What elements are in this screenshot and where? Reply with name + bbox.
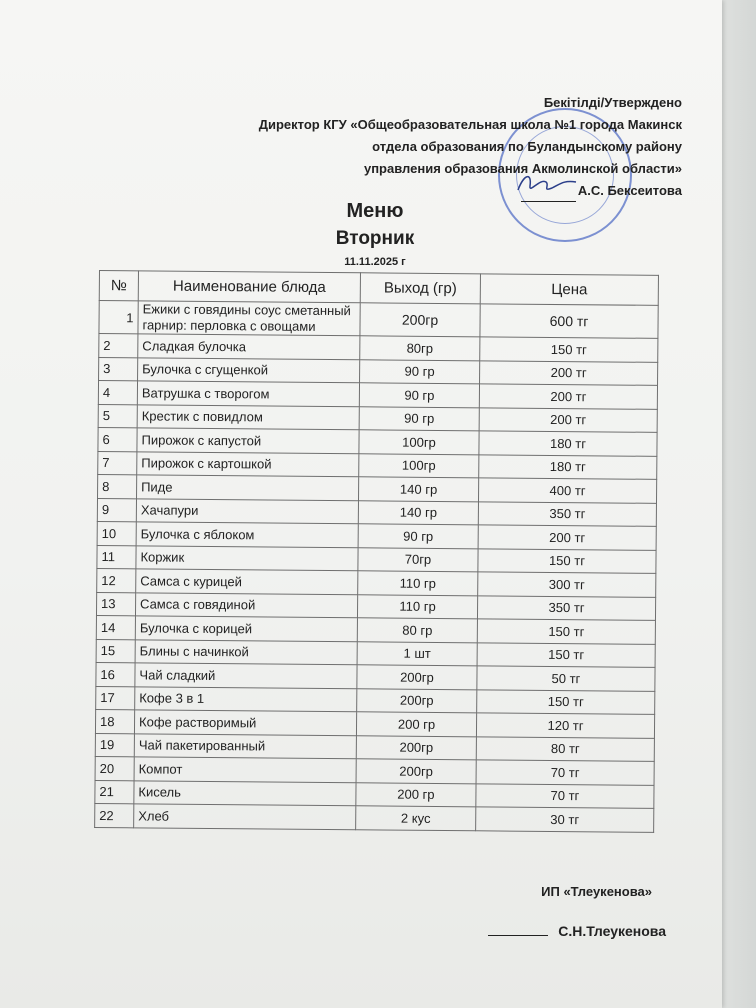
dish-output: 70гр (358, 547, 478, 572)
dish-output: 110 гр (358, 571, 478, 596)
dish-price: 200 тг (479, 407, 657, 432)
dish-price: 350 тг (478, 501, 656, 526)
vendor-signature-line (488, 923, 666, 939)
dish-name: Чай пакетированный (134, 733, 356, 758)
dish-name: Крестик с повидлом (137, 404, 359, 429)
dish-output: 90 гр (359, 406, 479, 431)
dish-output: 110 гр (357, 594, 477, 619)
dish-name: Чай сладкий (135, 663, 357, 688)
row-number: 8 (98, 474, 137, 498)
dish-name: Кисель (134, 780, 356, 805)
row-number: 19 (95, 733, 134, 757)
dish-name: Булочка с сгущенкой (138, 357, 360, 382)
column-header-number: № (99, 271, 138, 301)
row-number: 15 (96, 639, 135, 663)
dish-name: Хачапури (136, 498, 358, 523)
dish-price: 300 тг (478, 572, 656, 597)
row-number: 5 (98, 404, 137, 428)
column-header-name: Наименование блюда (138, 271, 360, 303)
dish-name: Пирожок с капустой (137, 428, 359, 453)
dish-output: 100гр (359, 430, 479, 455)
row-number: 20 (95, 756, 134, 780)
menu-table (94, 270, 659, 832)
dish-output: 200гр (357, 665, 477, 690)
row-number: 11 (97, 545, 136, 569)
row-number: 13 (96, 592, 135, 616)
dish-output: 80 гр (357, 618, 477, 643)
dish-name: Кофе 3 в 1 (135, 686, 357, 711)
page-title: Меню (346, 200, 404, 222)
dish-price: 180 тг (479, 454, 657, 479)
dish-name: Блины с начинкой (135, 639, 357, 664)
row-number: 14 (96, 615, 135, 639)
dish-price: 150 тг (477, 619, 655, 644)
dish-output: 90 гр (360, 359, 480, 384)
dish-name: Компот (134, 757, 356, 782)
table-row (95, 803, 654, 831)
row-number: 16 (96, 662, 135, 686)
dish-price: 30 тг (476, 807, 654, 832)
table-row (99, 301, 658, 339)
approval-department-line: отдела образования по Буландынскому району (372, 139, 682, 154)
row-number: 7 (98, 451, 137, 475)
menu-date: 11.11.2025 г (344, 256, 406, 268)
approval-heading: Бекітілді/Утверждено (543, 95, 682, 110)
dish-price: 600 тг (480, 304, 658, 339)
dish-output: 2 кус (356, 806, 476, 831)
background-wall (716, 0, 756, 1008)
vendor-signer: С.Н.Тлеукенова (558, 923, 666, 939)
table-header-row (99, 271, 658, 306)
dish-price: 200 тг (480, 360, 658, 385)
menu-day: Вторник (335, 228, 415, 249)
dish-output: 90 гр (358, 524, 478, 549)
row-number: 9 (97, 498, 136, 522)
dish-price: 200 тг (479, 384, 657, 409)
approval-administration-line: управления образования Акмолинской области» (363, 161, 682, 176)
approval-director-line: Директор КГУ «Общеобразовательная школа №1 города Макинск (258, 117, 682, 132)
dish-name: Самса с говядиной (135, 592, 357, 617)
vendor-name: ИП «Тлеукенова» (541, 884, 652, 899)
dish-price: 180 тг (479, 431, 657, 456)
dish-output: 80гр (360, 336, 480, 361)
approval-signer: А.С. Бексеитова (577, 183, 682, 198)
dish-output: 200 гр (356, 712, 476, 737)
row-number: 22 (95, 803, 134, 827)
dish-name: Пиде (137, 475, 359, 500)
signature-line (488, 925, 548, 936)
dish-output: 200гр (356, 735, 476, 760)
dish-price: 50 тг (477, 666, 655, 691)
dish-name: Ежики с говядины соус сметанный гарнир: перловка с овощами (138, 301, 360, 336)
dish-name: Самса с курицей (136, 569, 358, 594)
dish-name: Сладкая булочка (138, 334, 360, 359)
dish-price: 70 тг (476, 783, 654, 808)
dish-price: 80 тг (476, 736, 654, 761)
row-number: 21 (95, 780, 134, 804)
row-number: 3 (99, 357, 138, 381)
dish-output: 200гр (357, 688, 477, 713)
dish-output: 1 шт (357, 641, 477, 666)
dish-price: 150 тг (477, 689, 655, 714)
dish-name: Хлеб (134, 804, 356, 829)
row-number: 17 (96, 686, 135, 710)
dish-name: Ватрушка с творогом (137, 381, 359, 406)
dish-output: 200гр (360, 303, 480, 337)
dish-price: 70 тг (476, 760, 654, 785)
dish-output: 200 гр (356, 782, 476, 807)
column-header-output: Выход (гр) (360, 273, 480, 304)
dish-name: Пирожок с картошкой (137, 451, 359, 476)
column-header-price: Цена (480, 274, 658, 306)
dish-price: 120 тг (476, 713, 654, 738)
dish-name: Коржик (136, 545, 358, 570)
dish-output: 140 гр (358, 500, 478, 525)
dish-price: 150 тг (477, 642, 655, 667)
dish-price: 350 тг (477, 595, 655, 620)
dish-name: Булочка с корицей (135, 616, 357, 641)
dish-name: Кофе растворимый (134, 710, 356, 735)
dish-output: 90 гр (359, 383, 479, 408)
dish-output: 100гр (359, 453, 479, 478)
row-number: 2 (99, 334, 138, 358)
approval-signer-line (162, 180, 682, 202)
row-number: 6 (98, 427, 137, 451)
row-number: 12 (97, 568, 136, 592)
dish-output: 200гр (356, 759, 476, 784)
row-number: 1 (99, 301, 138, 334)
dish-price: 150 тг (480, 337, 658, 362)
dish-price: 200 тг (478, 525, 656, 550)
dish-output: 140 гр (359, 477, 479, 502)
row-number: 4 (98, 381, 137, 405)
row-number: 18 (95, 709, 134, 733)
dish-price: 400 тг (478, 478, 656, 503)
dish-price: 150 тг (478, 548, 656, 573)
row-number: 10 (97, 521, 136, 545)
approval-block (162, 92, 682, 202)
dish-name: Булочка с яблоком (136, 522, 358, 547)
